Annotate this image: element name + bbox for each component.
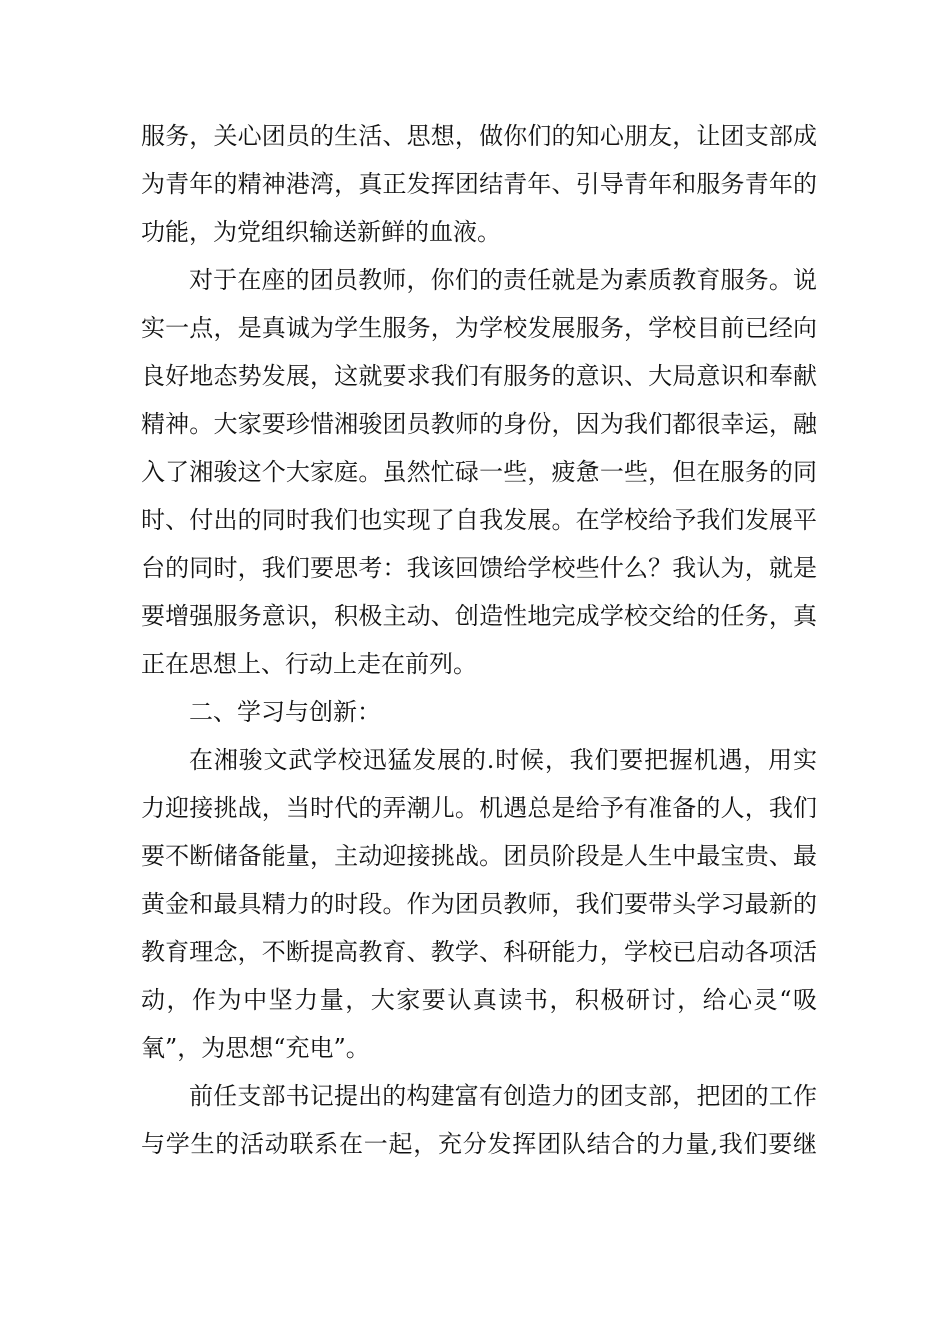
paragraph bbox=[141, 736, 817, 1072]
text-line: 对于在座的团员教师，你们的责任就是为素质教育服务。说 bbox=[189, 266, 817, 294]
text-line: 前任支部书记提出的构建富有创造力的团支部，把团的工作 bbox=[189, 1082, 817, 1110]
text-line: 要不断储备能量，主动迎接挑战。团员阶段是人生中最宝贵、最 bbox=[141, 842, 817, 870]
text-line: 与学生的活动联系在一起，充分发挥团队结合的力量,我们要继 bbox=[141, 1130, 817, 1158]
text-line: 教育理念，不断提高教育、教学、科研能力，学校已启动各项活 bbox=[141, 938, 817, 966]
text-line: 功能，为党组织输送新鲜的血液。 bbox=[141, 218, 501, 246]
text-line: 良好地态势发展，这就要求我们有服务的意识、大局意识和奉献 bbox=[141, 362, 817, 390]
text-line: 二、学习与创新： bbox=[189, 698, 381, 726]
text-line: 在湘骏文武学校迅猛发展的.时候，我们要把握机遇，用实 bbox=[189, 746, 817, 774]
text-line: 台的同时，我们要思考：我该回馈给学校些什么？我认为，就是 bbox=[141, 554, 817, 582]
text-line: 实一点，是真诚为学生服务，为学校发展服务，学校目前已经向 bbox=[141, 314, 817, 342]
text-line: 入了湘骏这个大家庭。虽然忙碌一些，疲惫一些，但在服务的同 bbox=[141, 458, 817, 486]
text-line: 服务，关心团员的生活、思想，做你们的知心朋友，让团支部成 bbox=[141, 122, 817, 150]
paragraph bbox=[141, 112, 817, 256]
text-line: 氧”，为思想“充电”。 bbox=[141, 1034, 370, 1062]
text-line: 黄金和最具精力的时段。作为团员教师，我们要带头学习最新的 bbox=[141, 890, 817, 918]
text-line: 力迎接挑战，当时代的弄潮儿。机遇总是给予有准备的人，我们 bbox=[141, 794, 817, 822]
text-line: 为青年的精神港湾，真正发挥团结青年、引导青年和服务青年的 bbox=[141, 170, 817, 198]
text-line: 时、付出的同时我们也实现了自我发展。在学校给予我们发展平 bbox=[141, 506, 817, 534]
text-line: 精神。大家要珍惜湘骏团员教师的身份，因为我们都很幸运，融 bbox=[141, 410, 817, 438]
section-heading bbox=[141, 688, 817, 736]
text-line: 动，作为中坚力量，大家要认真读书，积极研讨，给心灵“吸 bbox=[141, 986, 817, 1014]
paragraph bbox=[141, 1072, 817, 1168]
text-line: 正在思想上、行动上走在前列。 bbox=[141, 650, 477, 678]
document-body bbox=[141, 112, 817, 1168]
text-line: 要增强服务意识，积极主动、创造性地完成学校交给的任务，真 bbox=[141, 602, 817, 630]
paragraph bbox=[141, 256, 817, 688]
